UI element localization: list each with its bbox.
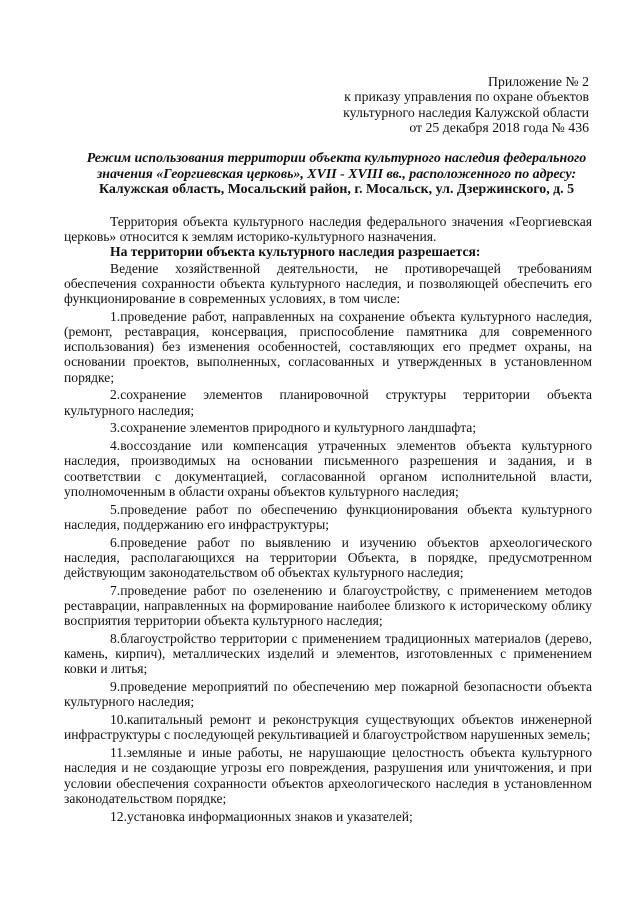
list-item-10: 10.капитальный ремонт и реконструкция существующих объектов инженерной инфраструктуры с последующей рекультивацией и благоустройством нарушенных земель;	[64, 712, 592, 743]
appendix-line-4: от 25 декабря 2018 года № 436	[409, 120, 589, 136]
list-item-9: 9.проведение мероприятий по обеспечению мер пожарной безопасности объекта культурного наследия;	[64, 679, 592, 710]
appendix-line-3: культурного наследия Калужской области	[343, 104, 589, 120]
list-item-8: 8.благоустройство территории с применением традиционных материалов (дерево, камень, кирпич), металлических изделий и элементов, изготовленных с применением ковки и литья;	[64, 631, 592, 677]
list-item-7: 7.проведение работ по озеленению и благоустройству, с применением методов реставрации, направленных на формирование наиболее близкого к историческому облику восприятия территории объекта культурного наследия;	[64, 582, 592, 629]
intro-paragraph: Ведение хозяйственной деятельности, не противоречащей требованиям обеспечения сохранности объекта культурного наследия, и позволяющей обеспечить его функционирование в современных условиях, в том числе:	[64, 260, 592, 307]
list-item-3: 3.сохранение элементов природного и культурного ландшафта;	[110, 420, 477, 436]
appendix-line-2: к приказу управления по охране объектов	[344, 89, 589, 105]
title-line-3: Калужская область, Мосальский район, г. Мосальск, ул. Дзержинского, д. 5	[98, 182, 575, 198]
document-body	[64, 214, 592, 826]
appendix-line-1: Приложение № 2	[487, 74, 589, 89]
list-item-5: 5.проведение работ по обеспечению функционирования объекта культурного наследия, поддержанию его инфраструктуры;	[64, 501, 592, 532]
territory-paragraph: Территория объекта культурного наследия федерального значения «Георгиевская церковь» относится к землям историко-культурного назначения.	[64, 214, 592, 245]
title-line-2: значения «Георгиевская церковь», XVII - XVIII вв., расположенного по адресу:	[96, 166, 577, 182]
list-item-4: 4.воссоздание или компенсация утраченных элементов объекта культурного наследия, производимых на основании письменного разрешения и задания, и в соответствии с документацией, согласованной органом исполнительной власти, уполномоченным в области охраны объектов культурного наследия;	[64, 438, 592, 499]
list-item-11: 11.земляные и иные работы, не нарушающие целостность объекта культурного наследия и не создающие угрозы его повреждения, разрушения или уничтожения, и при условии обеспечения сохранности объектов археологического наследия в установленном законодательством порядке;	[64, 745, 592, 806]
list-item-12: 12.установка информационных знаков и указателей;	[110, 808, 413, 824]
appendix-header	[269, 74, 589, 136]
list-item-2: 2.сохранение элементов планировочной структуры территории объекта культурного наследия;	[64, 387, 592, 418]
list-item-1: 1.проведение работ, направленных на сохранение объекта культурного наследия, (ремонт, реставрация, консервация, приспособление памятника для современного использования) без изменения особенностей, составляющих его предмет охраны, на основании проектов, выполненных, согласованных и утвержденных в установленном порядке;	[64, 308, 592, 385]
list-item-6: 6.проведение работ по выявлению и изучению объектов археологического наследия, располагающихся на территории Объекта, в порядке, предусмотренном действующим законодательством об объектах культурного наследия;	[64, 534, 592, 581]
title-line-1: Режим использования территории объекта культурного наследия федерального	[86, 151, 587, 166]
allowed-heading: На территории объекта культурного наследия разрешается:	[110, 244, 481, 260]
document-title	[64, 151, 609, 198]
